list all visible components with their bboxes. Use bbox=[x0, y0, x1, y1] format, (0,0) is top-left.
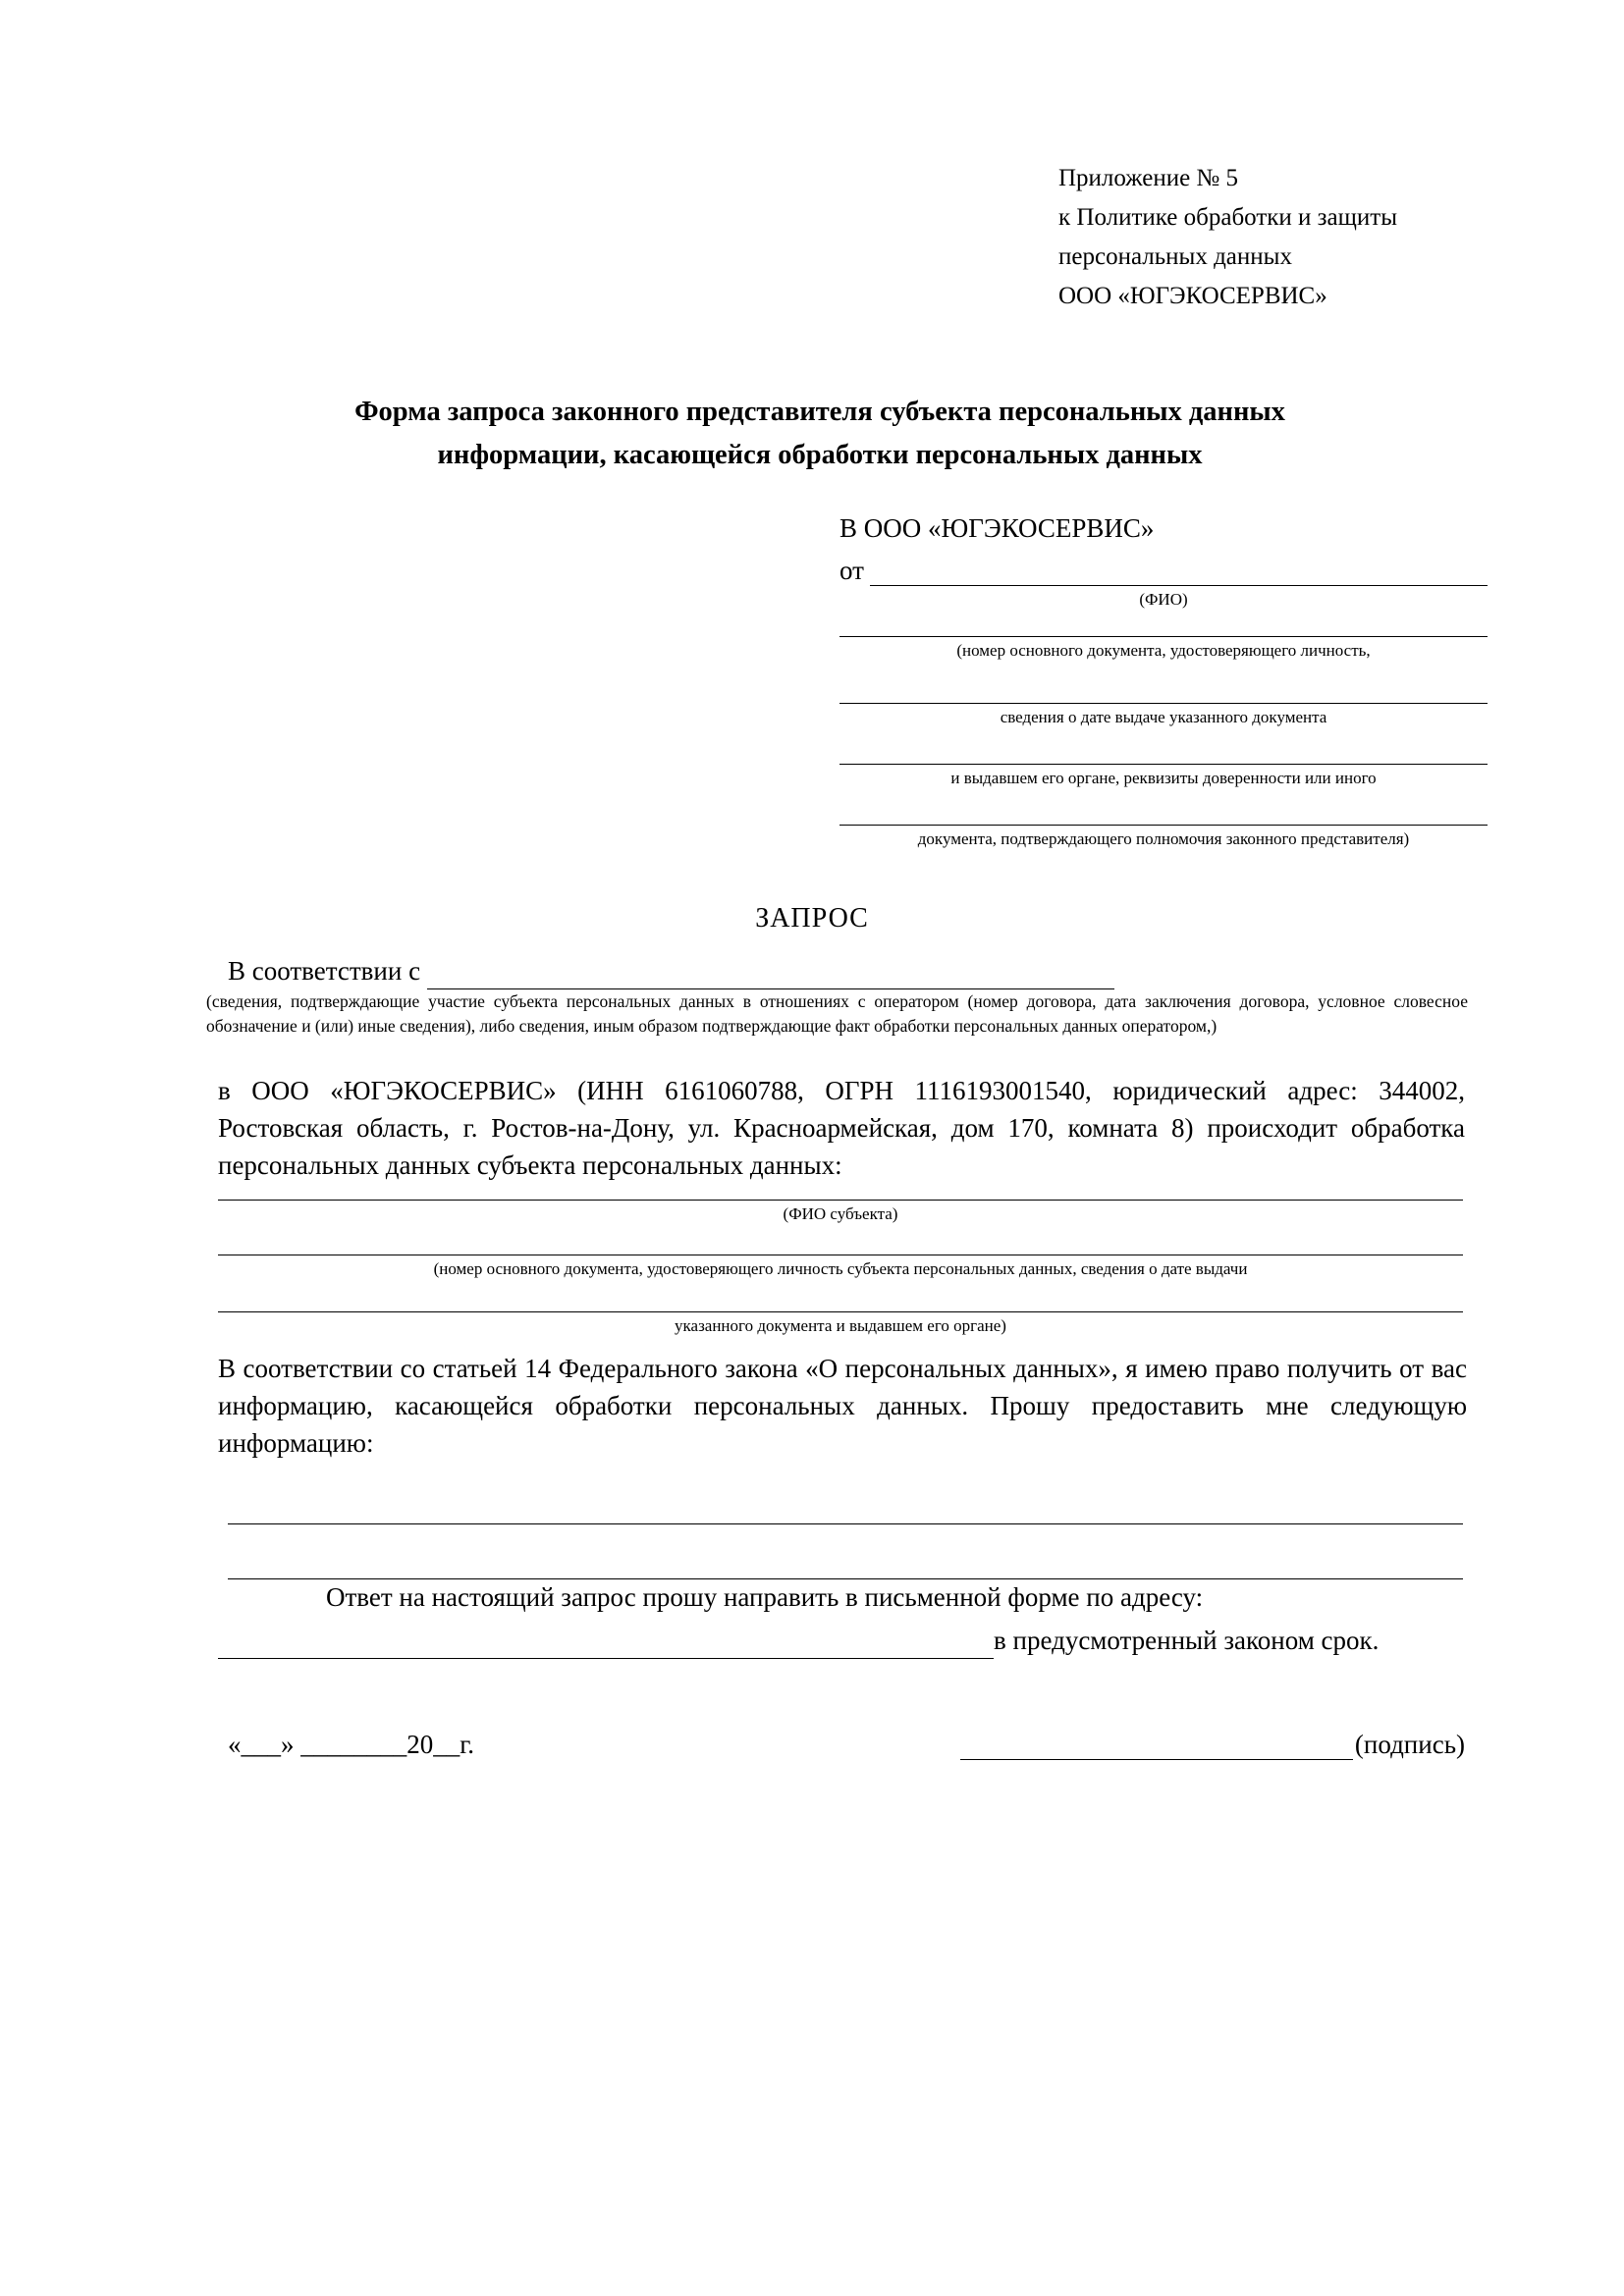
intro-label: В соответствии с bbox=[228, 956, 421, 986]
from-input-line[interactable] bbox=[870, 560, 1488, 586]
signature-input-line[interactable] bbox=[960, 1737, 1353, 1760]
answer-paragraph: Ответ на настоящий запрос прошу направить в письменной форме по адресу: bbox=[326, 1582, 1204, 1612]
answer-address-input-line[interactable] bbox=[218, 1634, 994, 1659]
caption-subject-fio: (ФИО субъекта) bbox=[783, 1204, 898, 1223]
appendix-policy-line-1: к Политике обработки и защиты bbox=[1058, 204, 1398, 231]
request-heading: ЗАПРОС bbox=[755, 903, 869, 934]
law-paragraph: В соответствии со статьей 14 Федерального закона «О персональных данных», я имею право получить от вас информацию, касающейся обработки персональных данных. Прошу предоставить мне следующую информацию: bbox=[218, 1354, 1467, 1458]
appendix-number: Приложение № 5 bbox=[1058, 165, 1239, 191]
caption-fio: (ФИО) bbox=[1139, 590, 1188, 609]
answer-address-row bbox=[218, 1622, 1467, 1659]
appendix-company: ООО «ЮГЭКОСЕРВИС» bbox=[1058, 283, 1327, 309]
page-title bbox=[196, 391, 1443, 477]
doc-date-input-line[interactable] bbox=[839, 703, 1488, 704]
page-title-line-2: информации, касающейся обработки персональных данных bbox=[437, 440, 1203, 470]
date-field[interactable]: «___» ________20__г. bbox=[228, 1730, 475, 1759]
caption-subject-doc: (номер основного документа, удостоверяющего личность субъекта персональных данных, сведения о дате выдачи bbox=[433, 1259, 1248, 1278]
doc-number-input-line[interactable] bbox=[839, 636, 1488, 637]
from-field-row bbox=[839, 556, 1488, 586]
requested-info-line-1[interactable] bbox=[228, 1523, 1463, 1524]
signature-field bbox=[960, 1730, 1465, 1760]
doc-power-input-line[interactable] bbox=[839, 825, 1488, 826]
from-label: от bbox=[839, 556, 864, 585]
caption-subject-doc-2: указанного документа и выдавшем его органе) bbox=[675, 1316, 1006, 1335]
subject-fio-input-line[interactable] bbox=[218, 1200, 1463, 1201]
intro-caption: (сведения, подтверждающие участие субъекта персональных данных в отношениях с оператором (номер договора, дата заключения договора, условное словесное обозначение и (или) иные сведения), либо сведения, иным образом подтверждающие факт обработки персональных данных оператором,) bbox=[206, 991, 1468, 1036]
caption-doc-number: (номер основного документа, удостоверяющего личность, bbox=[956, 641, 1371, 660]
caption-doc-power: документа, подтверждающего полномочия законного представителя) bbox=[917, 829, 1410, 848]
appendix-header bbox=[1058, 159, 1569, 316]
caption-doc-date: сведения о дате выдаче указанного документа bbox=[1000, 708, 1327, 726]
appendix-policy-line-2: персональных данных bbox=[1058, 243, 1292, 270]
organization-paragraph: в ООО «ЮГЭКОСЕРВИС» (ИНН 6161060788, ОГРН 1116193001540, юридический адрес: 344002, Ростовская область, г. Ростов-на-Дону, ул. Красноармейская, дом 170, комната 8) происходит обработка персональных данных субъекта персональных данных: bbox=[218, 1076, 1465, 1180]
page-title-line-1: Форма запроса законного представителя субъекта персональных данных bbox=[354, 397, 1285, 427]
answer-paragraph-end: в предусмотренный законом срок. bbox=[994, 1626, 1380, 1655]
addressee-organization: В ООО «ЮГЭКОСЕРВИС» bbox=[839, 513, 1155, 543]
signature-label: (подпись) bbox=[1354, 1730, 1465, 1759]
intro-input-line[interactable] bbox=[427, 965, 1114, 989]
caption-doc-organ: и выдавшем его органе, реквизиты доверенности или иного bbox=[950, 769, 1377, 787]
subject-doc-organ-input-line[interactable] bbox=[218, 1311, 1463, 1312]
intro-row bbox=[228, 952, 1465, 989]
doc-organ-input-line[interactable] bbox=[839, 764, 1488, 765]
signature-row bbox=[228, 1730, 1465, 1760]
